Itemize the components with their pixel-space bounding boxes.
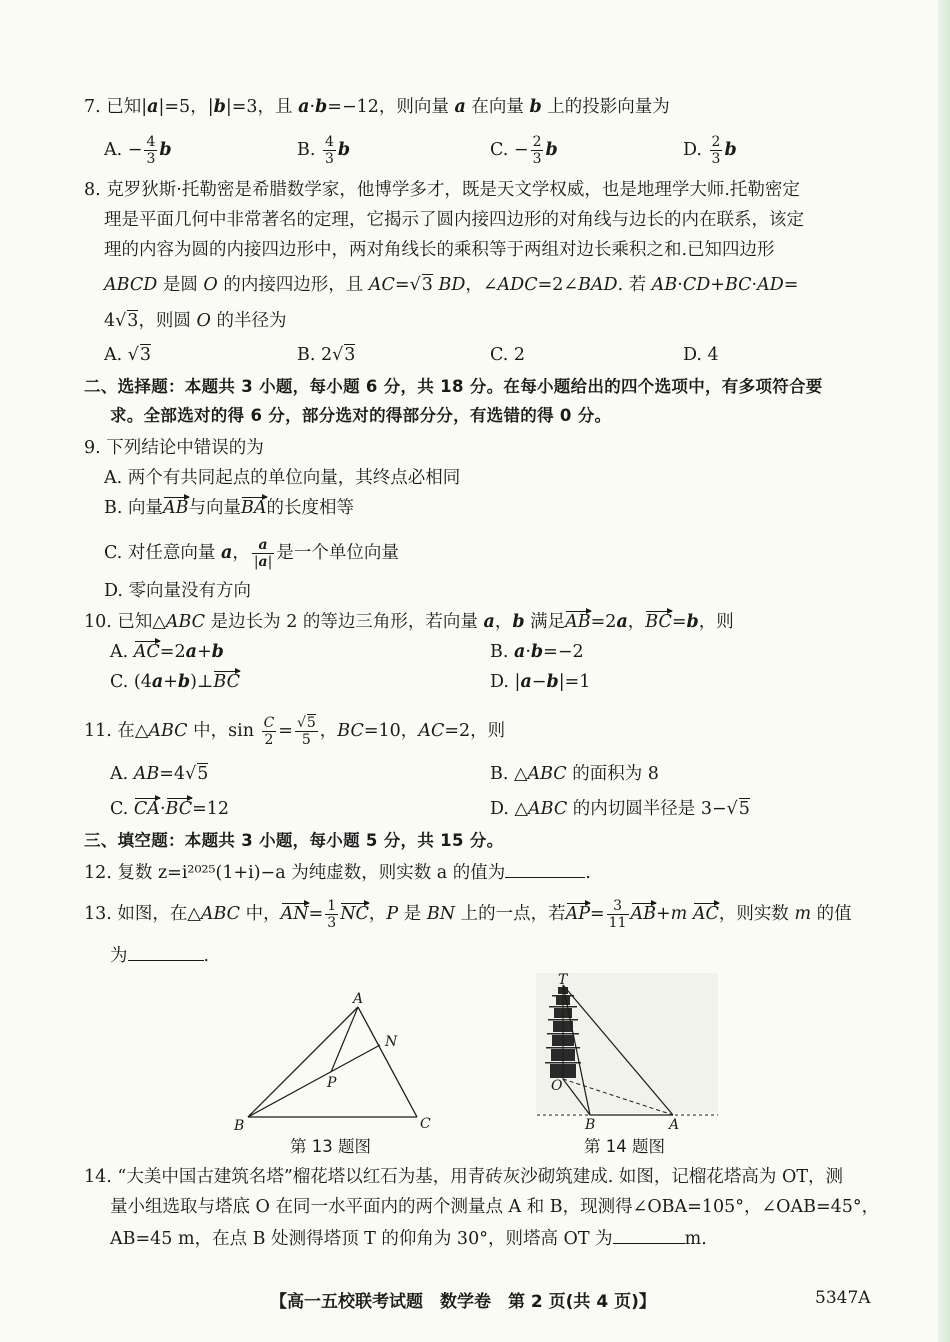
fig13-segment-bn xyxy=(248,1045,380,1117)
q10-option-d: D. |a−b|=1 xyxy=(490,672,591,692)
figure-14-caption: 第 14 题图 xyxy=(584,1137,665,1156)
q11-option-c: C. CA·BC=12 xyxy=(110,799,230,819)
q14-line-1: 14. “大美中国古建筑名塔”榴花塔以红石为基，用青砖灰沙砌筑建成. 如图，记榴花塔高为 OT，测 xyxy=(84,1167,843,1187)
q9-option-d: D. 零向量没有方向 xyxy=(104,581,252,601)
q7-option-c: C. − $\frac{2}{3}$ b xyxy=(490,134,558,167)
fig14-label-a: A xyxy=(669,1117,680,1133)
fig13-label-a: A xyxy=(353,991,364,1007)
q8-line-1: 8. 克罗狄斯·托勒密是希腊数学家，他博学多才，既是天文学权威，也是地理学大师.托勒密定 xyxy=(84,180,800,200)
q8-option-d: D. 4 xyxy=(683,345,719,365)
footer-title: 【高一五校联考试题 数学卷 第 2 页(共 4 页)】 xyxy=(270,1292,656,1312)
q10-option-c: C. (4a+b)⊥BC xyxy=(110,672,240,692)
q7-option-d: D. $\frac{2}{3}$ b xyxy=(683,134,737,167)
fig13-label-b: B xyxy=(234,1118,245,1133)
q9-option-c: C. 对任意向量 a， $\frac{a}{|a|}$ 是一个单位向量 xyxy=(104,537,399,570)
q8-option-c: C. 2 xyxy=(490,345,526,365)
q12-stem: 12. 复数 z=i²⁰²⁵(1+i)−a 为纯虚数，则实数 a 的值为 . xyxy=(84,859,591,885)
q8-option-b: B. 2√3 xyxy=(297,345,356,365)
fig13-segment-ap xyxy=(331,1007,358,1072)
q9-stem: 9. 下列结论中错误的为 xyxy=(84,438,264,458)
q7-option-b: B. $\frac{4}{3}$ b xyxy=(297,134,351,167)
section-2-heading-2: 求。全部选对的得 6 分，部分选对的得部分分，有选错的得 0 分。 xyxy=(110,406,612,425)
fig13-label-p: P xyxy=(327,1075,337,1091)
q11-option-b: B. △ABC 的面积为 8 xyxy=(490,764,659,784)
fig14-label-b: B xyxy=(585,1117,596,1133)
q8-line-3: 理的内容为圆的内接四边形中，两对角线长的乘积等于两组对边长乘积之和.已知四边形 xyxy=(104,240,775,260)
q14-line-3: AB=45 m，在点 B 处测得塔顶 T 的仰角为 30°，则塔高 OT 为 m. xyxy=(110,1225,707,1251)
q14-answer-blank[interactable] xyxy=(613,1225,685,1244)
figure-13 xyxy=(230,985,445,1133)
q11-stem: 11. 在△ABC 中，sin $\frac{C}{2}$ = $\frac{√5}{5}$ ，BC=10，AC=2，则 xyxy=(84,715,506,748)
q8-line-5: 4√3，则圆 O 的半径为 xyxy=(104,311,287,331)
q10-stem: 10. 已知△ABC 是边长为 2 的等边三角形，若向量 a，b 满足AB=2a，BC=b，则 xyxy=(84,612,734,632)
q13-line-2: 为 . xyxy=(110,942,209,968)
q7-option-a: A. − $\frac{4}{3}$ b xyxy=(104,134,172,167)
q8-option-a: A. √3 xyxy=(104,345,152,365)
q8-line-2: 理是平面几何中非常著名的定理，它揭示了圆内接四边形的对角线与边长的内在联系，该定 xyxy=(104,210,804,230)
figure-14 xyxy=(532,973,722,1133)
q13-stem: 13. 如图，在△ABC 中，AN= $\frac{1}{3}$ NC，P 是 BN 上的一点，若AP= $\frac{3}{11}$ AB+m AC，则实数 m 的值 xyxy=(84,898,852,931)
fig14-label-o: O xyxy=(551,1078,563,1094)
q9-option-a: A. 两个有共同起点的单位向量，其终点必相同 xyxy=(104,468,461,488)
q7-stem: 7. 已知|a|=5，|b|=3，且 a·b=−12，则向量 a 在向量 b 上的投影向量为 xyxy=(84,97,670,117)
page-edge xyxy=(938,0,950,1342)
fig13-label-n: N xyxy=(385,1034,398,1050)
q10-option-b: B. a·b=−2 xyxy=(490,642,584,662)
q14-line-2: 量小组选取与塔底 O 在同一水平面内的两个测量点 A 和 B，现测得∠OBA=105°，∠OAB=45°， xyxy=(110,1197,880,1217)
fig13-edge-ac xyxy=(358,1007,417,1117)
footer-code: 5347A xyxy=(815,1288,871,1308)
fig14-label-t: T xyxy=(558,973,568,988)
fig13-edge-ab xyxy=(248,1007,358,1117)
section-2-heading-1: 二、选择题：本题共 3 小题，每小题 6 分，共 18 分。在每小题给出的四个选项中，有多项符合要 xyxy=(84,377,823,396)
fig13-label-c: C xyxy=(420,1116,431,1132)
q8-line-4: ABCD 是圆 O 的内接四边形，且 AC=√3 BD，∠ADC=2∠BAD. 若 AB·CD+BC·AD= xyxy=(104,275,799,295)
q10-option-a: A. AC=2a+b xyxy=(110,642,224,662)
q9-option-b: B. 向量AB与向量BA的长度相等 xyxy=(104,498,354,518)
q11-option-a: A. AB=4√5 xyxy=(110,764,209,784)
section-3-heading: 三、填空题：本题共 3 小题，每小题 5 分，共 15 分。 xyxy=(84,831,504,850)
q11-option-d: D. △ABC 的内切圆半径是 3−√5 xyxy=(490,799,750,819)
figure-13-caption: 第 13 题图 xyxy=(290,1137,371,1156)
q12-answer-blank[interactable] xyxy=(505,859,585,878)
q13-answer-blank[interactable] xyxy=(128,942,204,961)
